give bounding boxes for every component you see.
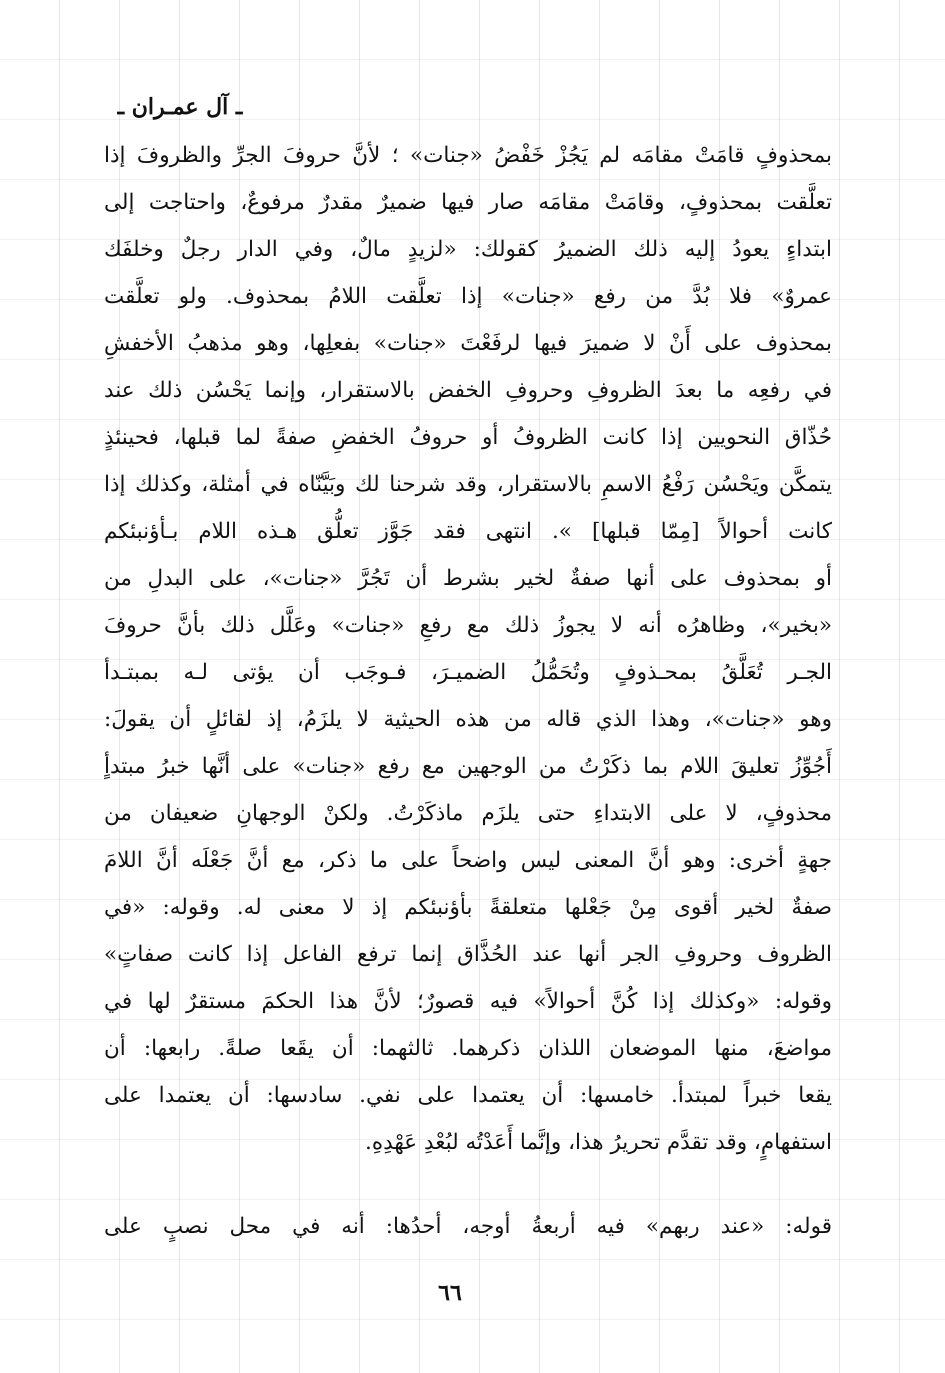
text-line: صفةٌ لخير أقوى مِنْ جَعْلها متعلقةً بأؤنبئكم إذ لا معنى له. وقوله: «في	[104, 895, 832, 920]
text-line: الظروف وحروفِ الجر أنها عند الحُذَّاق إنما ترفع الفاعل إذا كانت صفاتٍ»	[104, 942, 832, 967]
text-line: بمحذوف على أَنْ لا ضميرَ فيها لرفَعْتَ «جنات» بفعلِها، وهو مذهبُ الأخفشِ	[104, 331, 832, 356]
text-line: وقوله: «وكذلك إذا كُنَّ أحوالاً» فيه قصورٌ؛ لأنَّ هذا الحكمَ مستقرٌ لها في	[104, 989, 832, 1014]
text-line: جهةٍ أخرى: وهو أنَّ المعنى ليس واضحاً على ما ذكر، مع أنَّ جَعْلَه أنَّ اللامَ	[104, 848, 832, 873]
text-line: الجـر تُعَلَّقُ بمحـذوفٍ وتُحَمُّلُ الضميـرَ، فـوجَب أن يؤتى لـه بمبتـدأ	[104, 660, 832, 685]
text-line: كانت أحوالاً [مِمّا قبلها] ». انتهى فقد جَوَّز تعلُّق هـذه اللام بـأؤنبئكم	[104, 519, 832, 544]
text-line: أو بمحذوف على أنها صفةٌ لخير بشرط أن تَجُرَّ «جنات»، على البدلِ من	[104, 566, 832, 591]
text-line: استفهامٍ، وقد تقدَّم تحريرُ هذا، وإنَّما أَعَدْتُه لبُعْدِ عَهْدِهِ.	[365, 1130, 832, 1155]
text-line: وهو «جنات»، وهذا الذي قاله من هذه الحيثية لا يلزَمُ، إذ لقائلٍ أن يقولَ:	[104, 707, 832, 732]
text-line: ابتداءٍ يعودُ إليه ذلك الضميرُ كقولك: «لزيدٍ مالٌ، وفي الدار رجلٌ وخلفَك	[104, 237, 832, 262]
text-line: بمحذوفٍ قامَتْ مقامَه لم يَجُزْ خَفْضُ «جنات» ؛ لأنَّ حروفَ الجرِّ والظروفَ إذا	[104, 143, 832, 168]
text-line: مواضعَ، منها الموضعان اللذان ذكرهما. ثالثهما: أن يقَعا صلةً. رابعها: أن	[104, 1036, 832, 1061]
text-line: محذوفٍ، لا على الابتداءِ حتى يلزَم ماذكَرْتُ. ولكنْ الوجهانِ ضعيفان من	[104, 801, 832, 826]
text-line: أَجُوِّزُ تعليقَ اللام بما ذكَرْتُ من الوجهين مع رفع «جنات» على أنَّها خبرُ مبتدأٍ	[104, 754, 832, 779]
text-line: يقعا خبراً لمبتدأ. خامسها: أن يعتمدا على نفي. سادسها: أن يعتمدا على	[104, 1083, 832, 1108]
body-text	[104, 132, 832, 1166]
text-line: «بخير»، وظاهرُه أنه لا يجوزُ ذلك مع رفعِ «جنات» وعَلَّل ذلك بأنَّ حروفَ	[104, 613, 832, 638]
text-line: تعلَّقت بمحذوفٍ، وقامَتْ مقامَه صار فيها ضميرٌ مقدرٌ مرفوعٌ، واحتاجت إلى	[104, 190, 832, 215]
text-line: عمروٌ» فلا بُدَّ من رفع «جنات» إذا تعلَّقت اللامُ بمحذوف. ولو تعلَّقت	[104, 284, 832, 309]
next-quote-line: قوله: «عند ربهم» فيه أربعةُ أوجه، أحدُها: أنه في محل نصبٍ على	[104, 1214, 832, 1239]
running-header: ـ آل عمـران ـ	[117, 94, 243, 120]
text-line: يتمكَّن ويَحْسُن رَفْعُ الاسمِ بالاستقرار، وقد شرحنا لك وبَيَّنّاه في أمثلة، وكذلك إذا	[104, 472, 832, 497]
page-number: ٦٦	[438, 1280, 462, 1306]
text-line: في رفعِه ما بعدَ الظروفِ وحروفِ الخفض بالاستقرار، وإنما يَحْسُن ذلك عند	[104, 378, 832, 403]
text-line: حُذّاق النحويين إذا كانت الظروفُ أو حروفُ الخفضِ صفةً لما قبلها، فحينئذٍ	[104, 425, 832, 450]
